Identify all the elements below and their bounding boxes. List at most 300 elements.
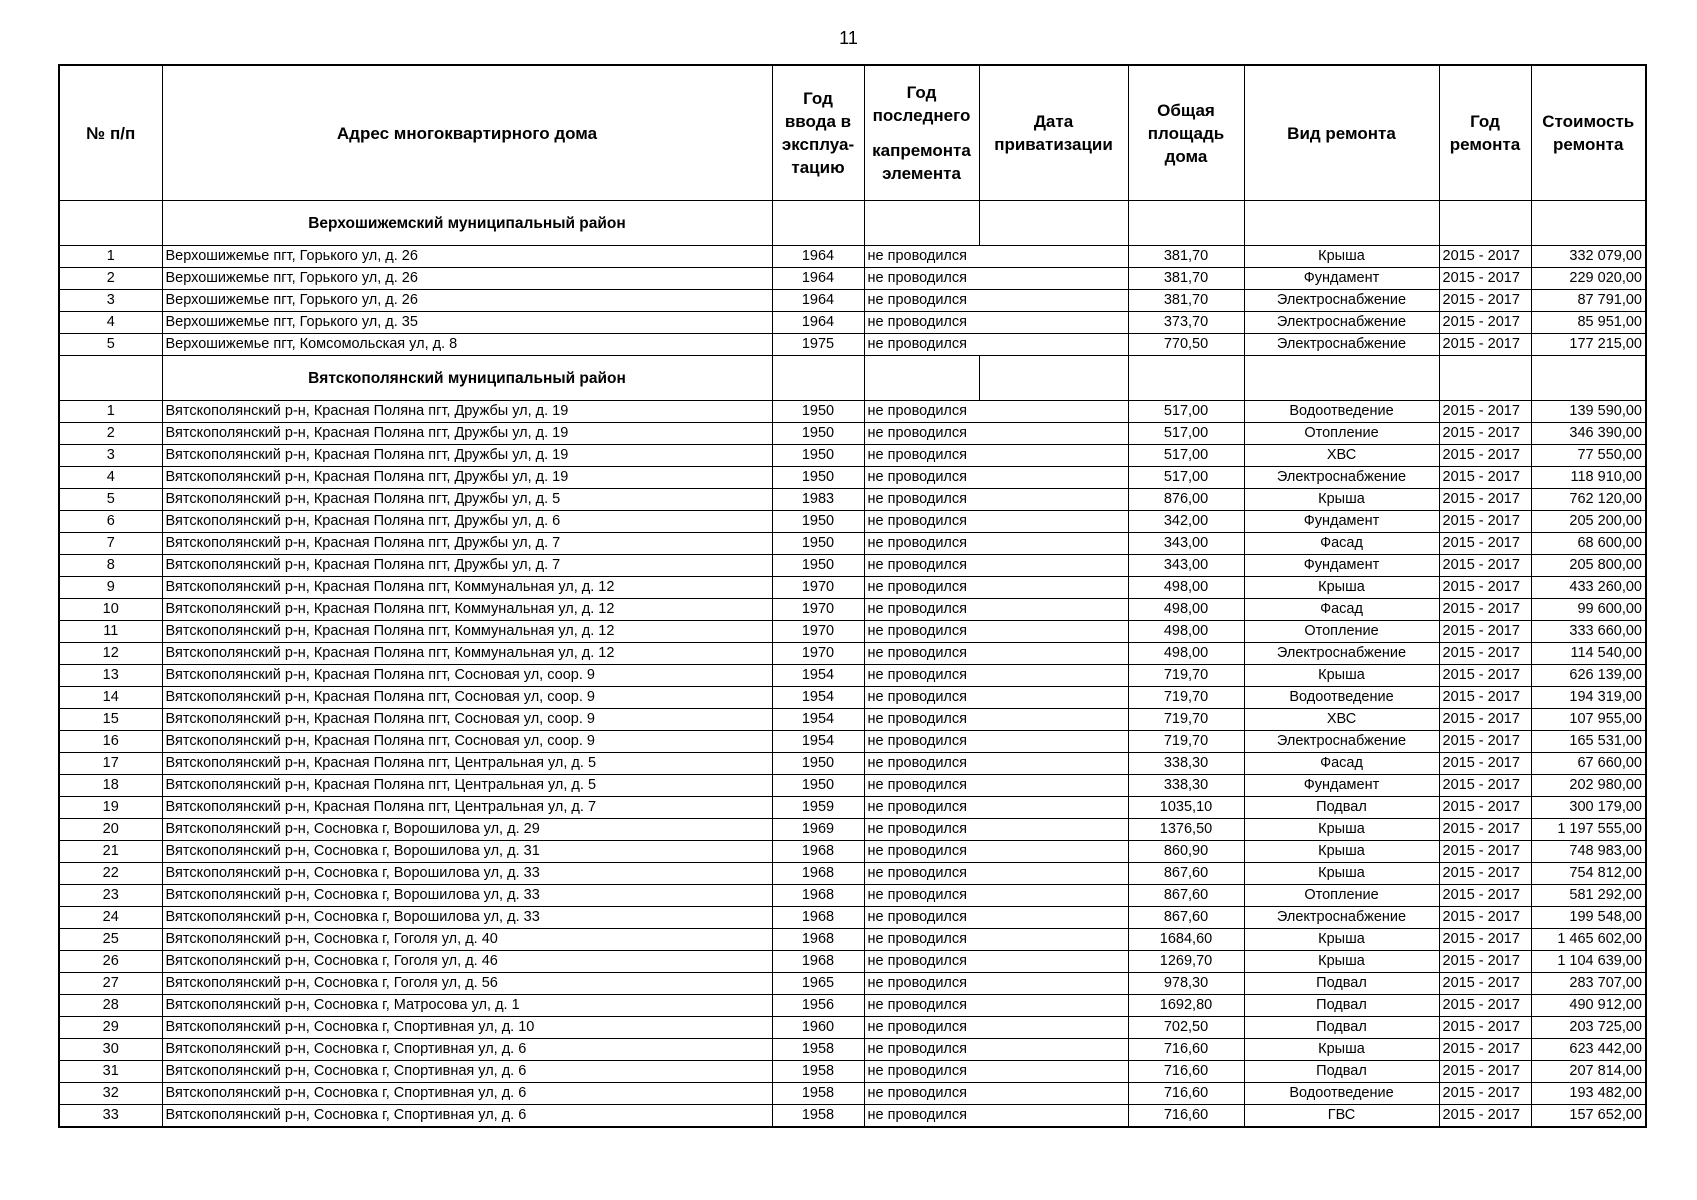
- row-privatization: [979, 797, 1128, 819]
- row-privatization: [979, 687, 1128, 709]
- row-repair-year: 2015 - 2017: [1439, 334, 1531, 356]
- row-repair-year: 2015 - 2017: [1439, 1083, 1531, 1105]
- row-address: Верхошижемье пгт, Горького ул, д. 26: [162, 246, 772, 268]
- table-row: [59, 731, 1646, 753]
- row-number: 8: [59, 555, 162, 577]
- row-number: 2: [59, 423, 162, 445]
- row-last-repair: не проводился: [864, 334, 979, 356]
- row-area: 978,30: [1128, 973, 1244, 995]
- row-repair-type: Подвал: [1244, 1061, 1439, 1083]
- row-repair-type: Электроснабжение: [1244, 467, 1439, 489]
- row-repair-type: Крыша: [1244, 929, 1439, 951]
- row-repair-year: 2015 - 2017: [1439, 973, 1531, 995]
- row-area: 867,60: [1128, 907, 1244, 929]
- row-repair-year: 2015 - 2017: [1439, 445, 1531, 467]
- row-privatization: [979, 1039, 1128, 1061]
- row-number: 13: [59, 665, 162, 687]
- row-number: 27: [59, 973, 162, 995]
- header-last-repair: [864, 65, 979, 201]
- table-row: [59, 841, 1646, 863]
- table-row: [59, 577, 1646, 599]
- row-year-built: 1970: [772, 577, 864, 599]
- row-repair-year: 2015 - 2017: [1439, 401, 1531, 423]
- row-cost: 332 079,00: [1531, 246, 1646, 268]
- row-cost: 114 540,00: [1531, 643, 1646, 665]
- section-title: Вятскополянский муниципальный район: [162, 356, 772, 401]
- row-number: 31: [59, 1061, 162, 1083]
- row-privatization: [979, 753, 1128, 775]
- row-privatization: [979, 423, 1128, 445]
- row-repair-type: Подвал: [1244, 995, 1439, 1017]
- row-cost: 77 550,00: [1531, 445, 1646, 467]
- row-repair-year: 2015 - 2017: [1439, 555, 1531, 577]
- row-number: 15: [59, 709, 162, 731]
- row-number: 4: [59, 312, 162, 334]
- row-cost: 581 292,00: [1531, 885, 1646, 907]
- row-area: 338,30: [1128, 753, 1244, 775]
- row-year-built: 1950: [772, 511, 864, 533]
- row-year-built: 1968: [772, 885, 864, 907]
- row-area: 517,00: [1128, 423, 1244, 445]
- header-address: Адрес многоквартирного дома: [162, 65, 772, 201]
- row-cost: 229 020,00: [1531, 268, 1646, 290]
- row-privatization: [979, 819, 1128, 841]
- row-privatization: [979, 863, 1128, 885]
- section-empty-cell: [864, 201, 979, 246]
- row-repair-year: 2015 - 2017: [1439, 775, 1531, 797]
- row-last-repair: не проводился: [864, 775, 979, 797]
- row-repair-type: Электроснабжение: [1244, 907, 1439, 929]
- header-repair-type: Вид ремонта: [1244, 65, 1439, 201]
- row-repair-year: 2015 - 2017: [1439, 246, 1531, 268]
- row-address: Вятскополянский р-н, Красная Поляна пгт, Дружбы ул, д. 7: [162, 555, 772, 577]
- row-privatization: [979, 599, 1128, 621]
- row-area: 498,00: [1128, 643, 1244, 665]
- table-row: [59, 401, 1646, 423]
- row-area: 498,00: [1128, 577, 1244, 599]
- row-privatization: [979, 312, 1128, 334]
- row-number: 2: [59, 268, 162, 290]
- row-repair-type: Фундамент: [1244, 775, 1439, 797]
- row-address: Вятскополянский р-н, Сосновка г, Гоголя ул, д. 46: [162, 951, 772, 973]
- row-number: 26: [59, 951, 162, 973]
- row-cost: 118 910,00: [1531, 467, 1646, 489]
- table-row: [59, 290, 1646, 312]
- row-privatization: [979, 731, 1128, 753]
- row-last-repair: не проводился: [864, 467, 979, 489]
- row-address: Вятскополянский р-н, Красная Поляна пгт, Центральная ул, д. 5: [162, 775, 772, 797]
- row-cost: 626 139,00: [1531, 665, 1646, 687]
- row-area: 867,60: [1128, 885, 1244, 907]
- section-empty-cell: [1531, 356, 1646, 401]
- table-row: [59, 533, 1646, 555]
- row-area: 716,60: [1128, 1061, 1244, 1083]
- row-area: 716,60: [1128, 1105, 1244, 1128]
- row-repair-year: 2015 - 2017: [1439, 489, 1531, 511]
- row-year-built: 1958: [772, 1061, 864, 1083]
- table-row: [59, 797, 1646, 819]
- section-empty-cell: [864, 356, 979, 401]
- row-repair-year: 2015 - 2017: [1439, 863, 1531, 885]
- row-repair-type: Крыша: [1244, 863, 1439, 885]
- row-area: 719,70: [1128, 665, 1244, 687]
- row-cost: 490 912,00: [1531, 995, 1646, 1017]
- row-year-built: 1960: [772, 1017, 864, 1039]
- row-last-repair: не проводился: [864, 973, 979, 995]
- row-last-repair: не проводился: [864, 1061, 979, 1083]
- header-area: Общая площадь дома: [1128, 65, 1244, 201]
- row-number: 24: [59, 907, 162, 929]
- row-year-built: 1958: [772, 1105, 864, 1128]
- row-year-built: 1950: [772, 533, 864, 555]
- row-last-repair: не проводился: [864, 929, 979, 951]
- row-cost: 139 590,00: [1531, 401, 1646, 423]
- section-empty-cell: [772, 356, 864, 401]
- row-address: Верхошижемье пгт, Горького ул, д. 26: [162, 290, 772, 312]
- row-privatization: [979, 577, 1128, 599]
- row-area: 867,60: [1128, 863, 1244, 885]
- row-year-built: 1954: [772, 687, 864, 709]
- row-year-built: 1964: [772, 268, 864, 290]
- row-privatization: [979, 533, 1128, 555]
- row-privatization: [979, 621, 1128, 643]
- row-year-built: 1950: [772, 445, 864, 467]
- row-address: Верхошижемье пгт, Горького ул, д. 26: [162, 268, 772, 290]
- table-row: [59, 599, 1646, 621]
- section-empty-cell: [59, 356, 162, 401]
- row-number: 11: [59, 621, 162, 643]
- row-privatization: [979, 268, 1128, 290]
- row-address: Вятскополянский р-н, Сосновка г, Спортивная ул, д. 10: [162, 1017, 772, 1039]
- header-last-repair-top: Год последнего: [872, 83, 971, 125]
- row-address: Вятскополянский р-н, Красная Поляна пгт, Дружбы ул, д. 19: [162, 445, 772, 467]
- row-year-built: 1959: [772, 797, 864, 819]
- row-last-repair: не проводился: [864, 268, 979, 290]
- row-address: Вятскополянский р-н, Сосновка г, Спортивная ул, д. 6: [162, 1039, 772, 1061]
- row-repair-year: 2015 - 2017: [1439, 951, 1531, 973]
- row-repair-year: 2015 - 2017: [1439, 511, 1531, 533]
- row-area: 517,00: [1128, 445, 1244, 467]
- table-row: [59, 907, 1646, 929]
- row-repair-type: Фасад: [1244, 753, 1439, 775]
- table-row: [59, 951, 1646, 973]
- row-repair-year: 2015 - 2017: [1439, 1039, 1531, 1061]
- row-area: 517,00: [1128, 467, 1244, 489]
- row-address: Вятскополянский р-н, Красная Поляна пгт, Сосновая ул, соор. 9: [162, 687, 772, 709]
- row-cost: 199 548,00: [1531, 907, 1646, 929]
- row-area: 343,00: [1128, 555, 1244, 577]
- row-address: Вятскополянский р-н, Красная Поляна пгт, Дружбы ул, д. 19: [162, 467, 772, 489]
- row-area: 498,00: [1128, 599, 1244, 621]
- row-cost: 157 652,00: [1531, 1105, 1646, 1128]
- row-address: Вятскополянский р-н, Сосновка г, Ворошилова ул, д. 33: [162, 863, 772, 885]
- row-cost: 99 600,00: [1531, 599, 1646, 621]
- section-empty-cell: [1244, 356, 1439, 401]
- row-repair-year: 2015 - 2017: [1439, 753, 1531, 775]
- section-title: Верхошижемский муниципальный район: [162, 201, 772, 246]
- row-address: Вятскополянский р-н, Сосновка г, Спортивная ул, д. 6: [162, 1061, 772, 1083]
- table-row: [59, 687, 1646, 709]
- row-year-built: 1968: [772, 841, 864, 863]
- row-number: 23: [59, 885, 162, 907]
- row-repair-type: Электроснабжение: [1244, 643, 1439, 665]
- row-repair-year: 2015 - 2017: [1439, 599, 1531, 621]
- row-area: 719,70: [1128, 709, 1244, 731]
- row-year-built: 1950: [772, 753, 864, 775]
- row-repair-type: Фасад: [1244, 599, 1439, 621]
- table-row: [59, 312, 1646, 334]
- row-number: 9: [59, 577, 162, 599]
- row-address: Вятскополянский р-н, Сосновка г, Ворошилова ул, д. 29: [162, 819, 772, 841]
- row-privatization: [979, 334, 1128, 356]
- row-last-repair: не проводился: [864, 995, 979, 1017]
- row-number: 25: [59, 929, 162, 951]
- row-last-repair: не проводился: [864, 511, 979, 533]
- row-cost: 203 725,00: [1531, 1017, 1646, 1039]
- row-repair-type: Водоотведение: [1244, 687, 1439, 709]
- table-row: [59, 489, 1646, 511]
- row-year-built: 1956: [772, 995, 864, 1017]
- row-privatization: [979, 885, 1128, 907]
- row-area: 381,70: [1128, 290, 1244, 312]
- row-repair-type: Подвал: [1244, 797, 1439, 819]
- row-last-repair: не проводился: [864, 643, 979, 665]
- row-cost: 87 791,00: [1531, 290, 1646, 312]
- row-repair-year: 2015 - 2017: [1439, 819, 1531, 841]
- row-last-repair: не проводился: [864, 687, 979, 709]
- row-repair-type: Крыша: [1244, 246, 1439, 268]
- header-privatization: Дата приватизации: [979, 65, 1128, 201]
- row-repair-type: Электроснабжение: [1244, 334, 1439, 356]
- row-cost: 433 260,00: [1531, 577, 1646, 599]
- row-address: Вятскополянский р-н, Сосновка г, Ворошилова ул, д. 33: [162, 907, 772, 929]
- row-year-built: 1950: [772, 555, 864, 577]
- row-repair-year: 2015 - 2017: [1439, 423, 1531, 445]
- row-year-built: 1983: [772, 489, 864, 511]
- row-privatization: [979, 907, 1128, 929]
- row-year-built: 1950: [772, 467, 864, 489]
- row-address: Вятскополянский р-н, Сосновка г, Гоголя ул, д. 56: [162, 973, 772, 995]
- row-privatization: [979, 445, 1128, 467]
- section-empty-cell: [59, 201, 162, 246]
- table-row: [59, 973, 1646, 995]
- table-row: [59, 268, 1646, 290]
- row-address: Вятскополянский р-н, Сосновка г, Гоголя ул, д. 40: [162, 929, 772, 951]
- row-number: 22: [59, 863, 162, 885]
- row-year-built: 1964: [772, 290, 864, 312]
- row-year-built: 1954: [772, 665, 864, 687]
- row-last-repair: не проводился: [864, 290, 979, 312]
- row-number: 4: [59, 467, 162, 489]
- row-area: 498,00: [1128, 621, 1244, 643]
- row-cost: 205 800,00: [1531, 555, 1646, 577]
- row-repair-year: 2015 - 2017: [1439, 665, 1531, 687]
- row-last-repair: не проводился: [864, 1039, 979, 1061]
- row-area: 702,50: [1128, 1017, 1244, 1039]
- row-cost: 107 955,00: [1531, 709, 1646, 731]
- row-last-repair: не проводился: [864, 885, 979, 907]
- row-repair-year: 2015 - 2017: [1439, 995, 1531, 1017]
- row-last-repair: не проводился: [864, 423, 979, 445]
- row-address: Вятскополянский р-н, Красная Поляна пгт, Коммунальная ул, д. 12: [162, 577, 772, 599]
- section-row: [59, 201, 1646, 246]
- row-area: 716,60: [1128, 1083, 1244, 1105]
- row-last-repair: не проводился: [864, 1105, 979, 1128]
- row-number: 29: [59, 1017, 162, 1039]
- row-cost: 762 120,00: [1531, 489, 1646, 511]
- row-address: Вятскополянский р-н, Красная Поляна пгт, Центральная ул, д. 7: [162, 797, 772, 819]
- row-address: Вятскополянский р-н, Красная Поляна пгт, Дружбы ул, д. 19: [162, 401, 772, 423]
- table-row: [59, 1105, 1646, 1128]
- row-privatization: [979, 1017, 1128, 1039]
- row-year-built: 1964: [772, 312, 864, 334]
- row-privatization: [979, 995, 1128, 1017]
- row-cost: 177 215,00: [1531, 334, 1646, 356]
- table-row: [59, 246, 1646, 268]
- row-area: 719,70: [1128, 687, 1244, 709]
- table-header-row: [59, 65, 1646, 201]
- section-empty-cell: [1531, 201, 1646, 246]
- row-area: 1035,10: [1128, 797, 1244, 819]
- row-last-repair: не проводился: [864, 621, 979, 643]
- row-address: Вятскополянский р-н, Красная Поляна пгт, Дружбы ул, д. 5: [162, 489, 772, 511]
- row-repair-year: 2015 - 2017: [1439, 577, 1531, 599]
- row-last-repair: не проводился: [864, 665, 979, 687]
- row-address: Вятскополянский р-н, Красная Поляна пгт, Сосновая ул, соор. 9: [162, 665, 772, 687]
- row-address: Вятскополянский р-н, Сосновка г, Матросова ул, д. 1: [162, 995, 772, 1017]
- row-last-repair: не проводился: [864, 533, 979, 555]
- row-privatization: [979, 951, 1128, 973]
- row-privatization: [979, 775, 1128, 797]
- section-empty-cell: [1244, 201, 1439, 246]
- row-cost: 1 465 602,00: [1531, 929, 1646, 951]
- row-repair-type: Отопление: [1244, 423, 1439, 445]
- row-cost: 333 660,00: [1531, 621, 1646, 643]
- row-repair-type: Фасад: [1244, 533, 1439, 555]
- row-repair-type: Крыша: [1244, 841, 1439, 863]
- row-number: 10: [59, 599, 162, 621]
- row-last-repair: не проводился: [864, 312, 979, 334]
- table-row: [59, 1061, 1646, 1083]
- row-privatization: [979, 973, 1128, 995]
- row-privatization: [979, 467, 1128, 489]
- row-year-built: 1970: [772, 599, 864, 621]
- row-area: 1692,80: [1128, 995, 1244, 1017]
- row-area: 876,00: [1128, 489, 1244, 511]
- row-privatization: [979, 665, 1128, 687]
- row-area: 343,00: [1128, 533, 1244, 555]
- row-year-built: 1968: [772, 951, 864, 973]
- row-area: 860,90: [1128, 841, 1244, 863]
- row-privatization: [979, 555, 1128, 577]
- table-row: [59, 445, 1646, 467]
- row-cost: 1 104 639,00: [1531, 951, 1646, 973]
- table-row: [59, 621, 1646, 643]
- header-cost: Стоимость ремонта: [1531, 65, 1646, 201]
- row-address: Вятскополянский р-н, Красная Поляна пгт, Коммунальная ул, д. 12: [162, 621, 772, 643]
- row-year-built: 1958: [772, 1083, 864, 1105]
- row-privatization: [979, 290, 1128, 312]
- row-number: 3: [59, 445, 162, 467]
- row-year-built: 1968: [772, 863, 864, 885]
- section-empty-cell: [1439, 201, 1531, 246]
- row-last-repair: не проводился: [864, 797, 979, 819]
- row-number: 28: [59, 995, 162, 1017]
- row-repair-type: Крыша: [1244, 951, 1439, 973]
- table-row: [59, 709, 1646, 731]
- row-number: 7: [59, 533, 162, 555]
- row-area: 1376,50: [1128, 819, 1244, 841]
- row-repair-type: Крыша: [1244, 665, 1439, 687]
- row-repair-type: Крыша: [1244, 577, 1439, 599]
- row-area: 342,00: [1128, 511, 1244, 533]
- row-year-built: 1968: [772, 907, 864, 929]
- row-repair-type: ГВС: [1244, 1105, 1439, 1128]
- row-number: 12: [59, 643, 162, 665]
- row-cost: 754 812,00: [1531, 863, 1646, 885]
- row-cost: 68 600,00: [1531, 533, 1646, 555]
- row-number: 16: [59, 731, 162, 753]
- row-area: 517,00: [1128, 401, 1244, 423]
- table-row: [59, 467, 1646, 489]
- row-year-built: 1954: [772, 709, 864, 731]
- row-repair-type: Водоотведение: [1244, 401, 1439, 423]
- table-row: [59, 775, 1646, 797]
- row-privatization: [979, 841, 1128, 863]
- row-number: 21: [59, 841, 162, 863]
- row-year-built: 1968: [772, 929, 864, 951]
- row-address: Верхошижемье пгт, Горького ул, д. 35: [162, 312, 772, 334]
- table-row: [59, 643, 1646, 665]
- row-repair-year: 2015 - 2017: [1439, 929, 1531, 951]
- row-address: Вятскополянский р-н, Сосновка г, Спортивная ул, д. 6: [162, 1083, 772, 1105]
- row-repair-type: Фундамент: [1244, 555, 1439, 577]
- row-address: Вятскополянский р-н, Сосновка г, Спортивная ул, д. 6: [162, 1105, 772, 1128]
- row-address: Вятскополянский р-н, Красная Поляна пгт, Коммунальная ул, д. 12: [162, 643, 772, 665]
- row-number: 5: [59, 334, 162, 356]
- row-number: 20: [59, 819, 162, 841]
- row-area: 1684,60: [1128, 929, 1244, 951]
- header-last-repair-bottom: капремонта элемента: [872, 141, 971, 183]
- row-area: 719,70: [1128, 731, 1244, 753]
- row-number: 18: [59, 775, 162, 797]
- row-cost: 748 983,00: [1531, 841, 1646, 863]
- row-repair-year: 2015 - 2017: [1439, 709, 1531, 731]
- section-empty-cell: [979, 356, 1128, 401]
- row-area: 716,60: [1128, 1039, 1244, 1061]
- page-number: 11: [839, 28, 858, 48]
- row-number: 1: [59, 246, 162, 268]
- row-address: Вятскополянский р-н, Красная Поляна пгт, Дружбы ул, д. 6: [162, 511, 772, 533]
- row-repair-type: Подвал: [1244, 1017, 1439, 1039]
- row-privatization: [979, 1105, 1128, 1128]
- row-repair-type: Отопление: [1244, 885, 1439, 907]
- section-empty-cell: [979, 201, 1128, 246]
- row-repair-year: 2015 - 2017: [1439, 1017, 1531, 1039]
- row-year-built: 1975: [772, 334, 864, 356]
- row-address: Верхошижемье пгт, Комсомольская ул, д. 8: [162, 334, 772, 356]
- row-number: 14: [59, 687, 162, 709]
- row-cost: 207 814,00: [1531, 1061, 1646, 1083]
- row-area: 1269,70: [1128, 951, 1244, 973]
- row-privatization: [979, 489, 1128, 511]
- row-last-repair: не проводился: [864, 907, 979, 929]
- row-repair-year: 2015 - 2017: [1439, 1105, 1531, 1128]
- row-year-built: 1970: [772, 621, 864, 643]
- row-year-built: 1950: [772, 401, 864, 423]
- row-repair-type: Фундамент: [1244, 511, 1439, 533]
- table-row: [59, 665, 1646, 687]
